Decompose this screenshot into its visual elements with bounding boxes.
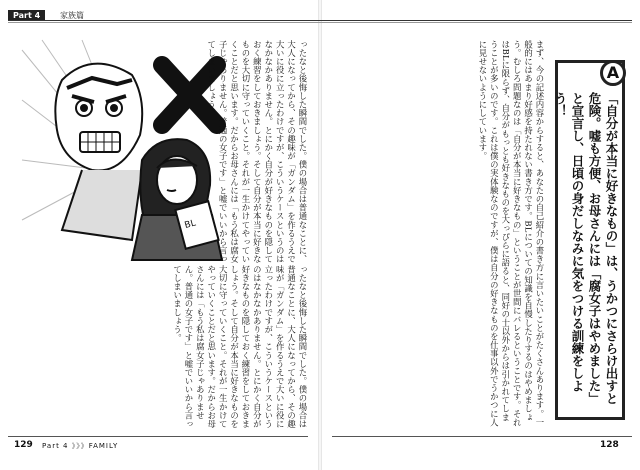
svg-text:BL: BL	[183, 218, 198, 232]
left-page-body-lower: ったなと後悔した瞬間でした。僕の場合は普通なことに、大人になってから、その趣味が「ガンダム」を作るうえで大いに役に立ったわけですが、こういうケースというのはなかなかありません。とにかく自分が好きなものを隠しておく練習をしておきましょう。そして自分が本当に好きなものを大切に守っていくこと。それが一生かけてやっていくことだと思います。だからお母さんには「もう私は腐女子じゃありません。普通の女子です」と嘘でいいから言ってしまいましょう。	[172, 265, 308, 429]
manga-illustration	[22, 40, 232, 260]
header-rule	[8, 20, 632, 21]
footer-rule-right	[332, 436, 632, 437]
part-tag: Part 4	[8, 10, 45, 21]
answer-badge: A	[600, 60, 626, 86]
footer-part-label: Part 4 》》》FAMILY	[42, 442, 119, 450]
angry-man	[55, 64, 142, 240]
right-page-body: まず、今の記述内容からすると、あなたの自己紹介の書き方に言いたいことがたくさんあります。一般的にはあまり好感を持たれない書き方です。BLについての知識を自慢したりするのはやめましょう。むしろ問題なのは「自分が本当に好きなもの」ということが世間にバレるということです。それはBLに限らず、自分がもっとも好きなものを大っぴらに語ると、同好の士以外からは引かれてしまうことが多いのです。これは僕の実体験なのですが、僕は自分の好きなものを仕事以外でうかつに人に見せないようにしています。	[477, 40, 545, 427]
footer-rule-left	[8, 436, 308, 437]
part-title: 家族篇	[60, 11, 84, 20]
page-number-left: 129	[14, 440, 33, 450]
page-number-right: 128	[600, 440, 619, 450]
page-gutter	[318, 0, 322, 470]
answer-headline: 「自分が本当に好きなもの」は、うかつにさらけ出すと危険。嘘も方便、お母さんには「腐女子はやめました」と宣言し、日頃の身だしなみに気をつける訓練をしよう！	[553, 92, 619, 405]
header-rule-secondary	[8, 22, 632, 23]
left-page-body-upper: ったなと後悔した瞬間でした。僕の場合は普通なことに、大人になってから、その趣味が「ガンダム」を作るうえで大いに役に立ったわけですが、こういうケースというのはなかなかありません。とにかく自分が好きなものを隠しておく練習をしておきましょう。そして自分が本当に好きなものを大切に守っていくこと。それが一生かけてやっていくことだと思います。だからお母さんには「もう私は腐女子じゃありません。普通の女子です」と嘘でいいから言ってしまいましょう。	[206, 40, 308, 264]
